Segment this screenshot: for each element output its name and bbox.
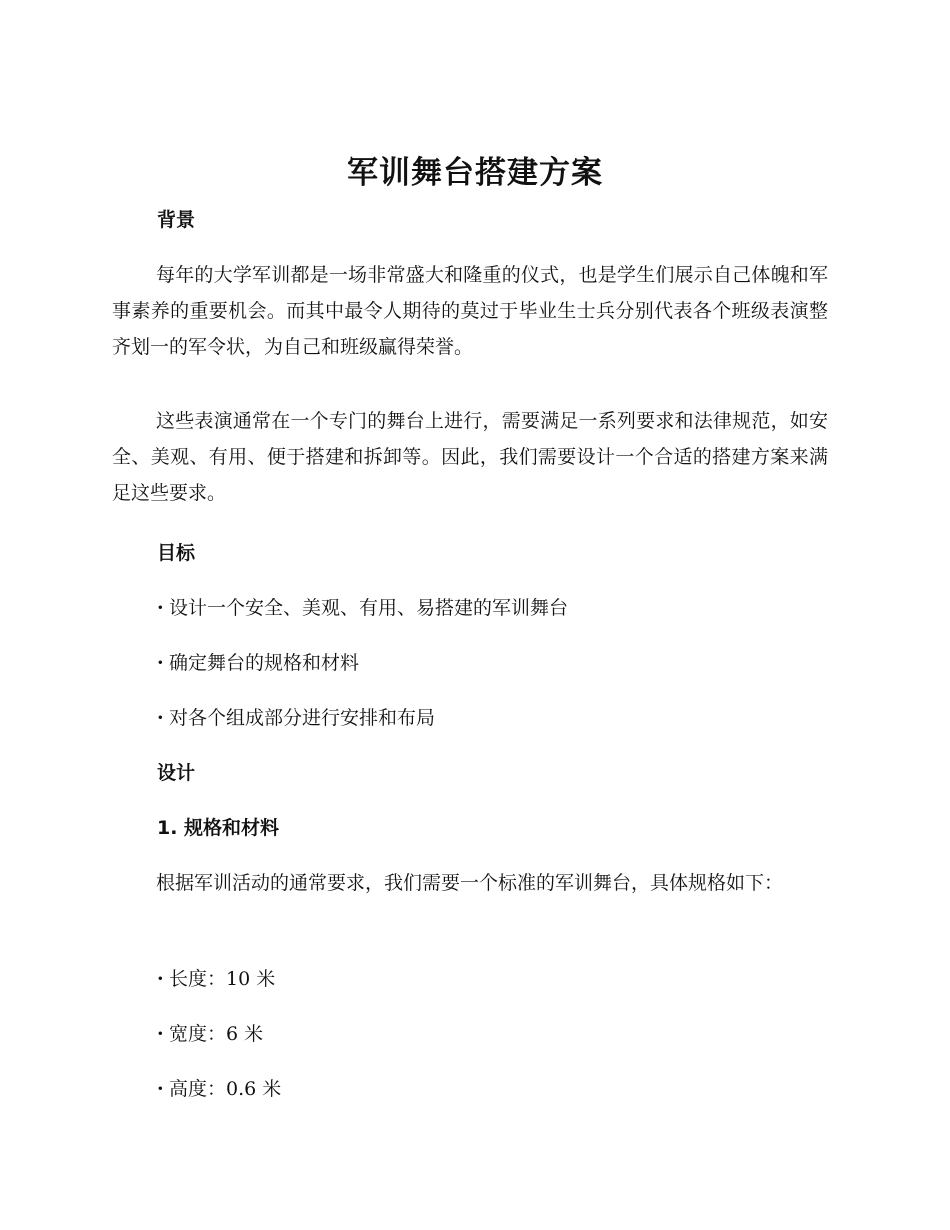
goals-heading: 目标 <box>157 542 196 564</box>
spec-item-length <box>157 964 275 994</box>
background-paragraph-1: 每年的大学军训都是一场非常盛大和隆重的仪式，也是学生们展示自己体魄和军事素养的重要机会。而其中最令人期待的莫过于毕业生士兵分别代表各个班级表演整齐划一的军令状，为自己和班级赢得荣誉。 <box>112 264 828 358</box>
spec-item-text: 长度：10 米 <box>169 968 276 990</box>
goal-item-3 <box>157 703 435 733</box>
bullet-glyph: · <box>157 968 164 990</box>
spec-item-text: 高度：0.6 米 <box>169 1078 282 1100</box>
document-title: 军训舞台搭建方案 <box>347 155 603 191</box>
spec-item-text: 宽度：6 米 <box>169 1023 264 1045</box>
specs-subheading: 1. 规格和材料 <box>157 817 280 839</box>
design-heading: 设计 <box>157 762 196 784</box>
goal-item-2 <box>157 648 359 678</box>
goal-item-1 <box>157 593 568 623</box>
goal-item-text: 对各个组成部分进行安排和布局 <box>169 707 436 729</box>
background-paragraph-2: 这些表演通常在一个专门的舞台上进行，需要满足一系列要求和法律规范，如安全、美观、有用、便于搭建和拆卸等。因此，我们需要设计一个合适的搭建方案来满足这些要求。 <box>112 410 828 504</box>
bullet-glyph: · <box>157 1023 164 1045</box>
bullet-glyph: · <box>157 1078 164 1100</box>
bullet-glyph: · <box>157 652 164 674</box>
spec-item-width <box>157 1019 263 1049</box>
goal-item-text: 确定舞台的规格和材料 <box>169 652 360 674</box>
bullet-glyph: · <box>157 707 164 729</box>
background-heading: 背景 <box>157 209 196 231</box>
spec-item-height <box>157 1074 281 1104</box>
bullet-glyph: · <box>157 597 164 619</box>
design-paragraph: 根据军训活动的通常要求，我们需要一个标准的军训舞台，具体规格如下： <box>156 872 784 894</box>
goal-item-text: 设计一个安全、美观、有用、易搭建的军训舞台 <box>169 597 569 619</box>
